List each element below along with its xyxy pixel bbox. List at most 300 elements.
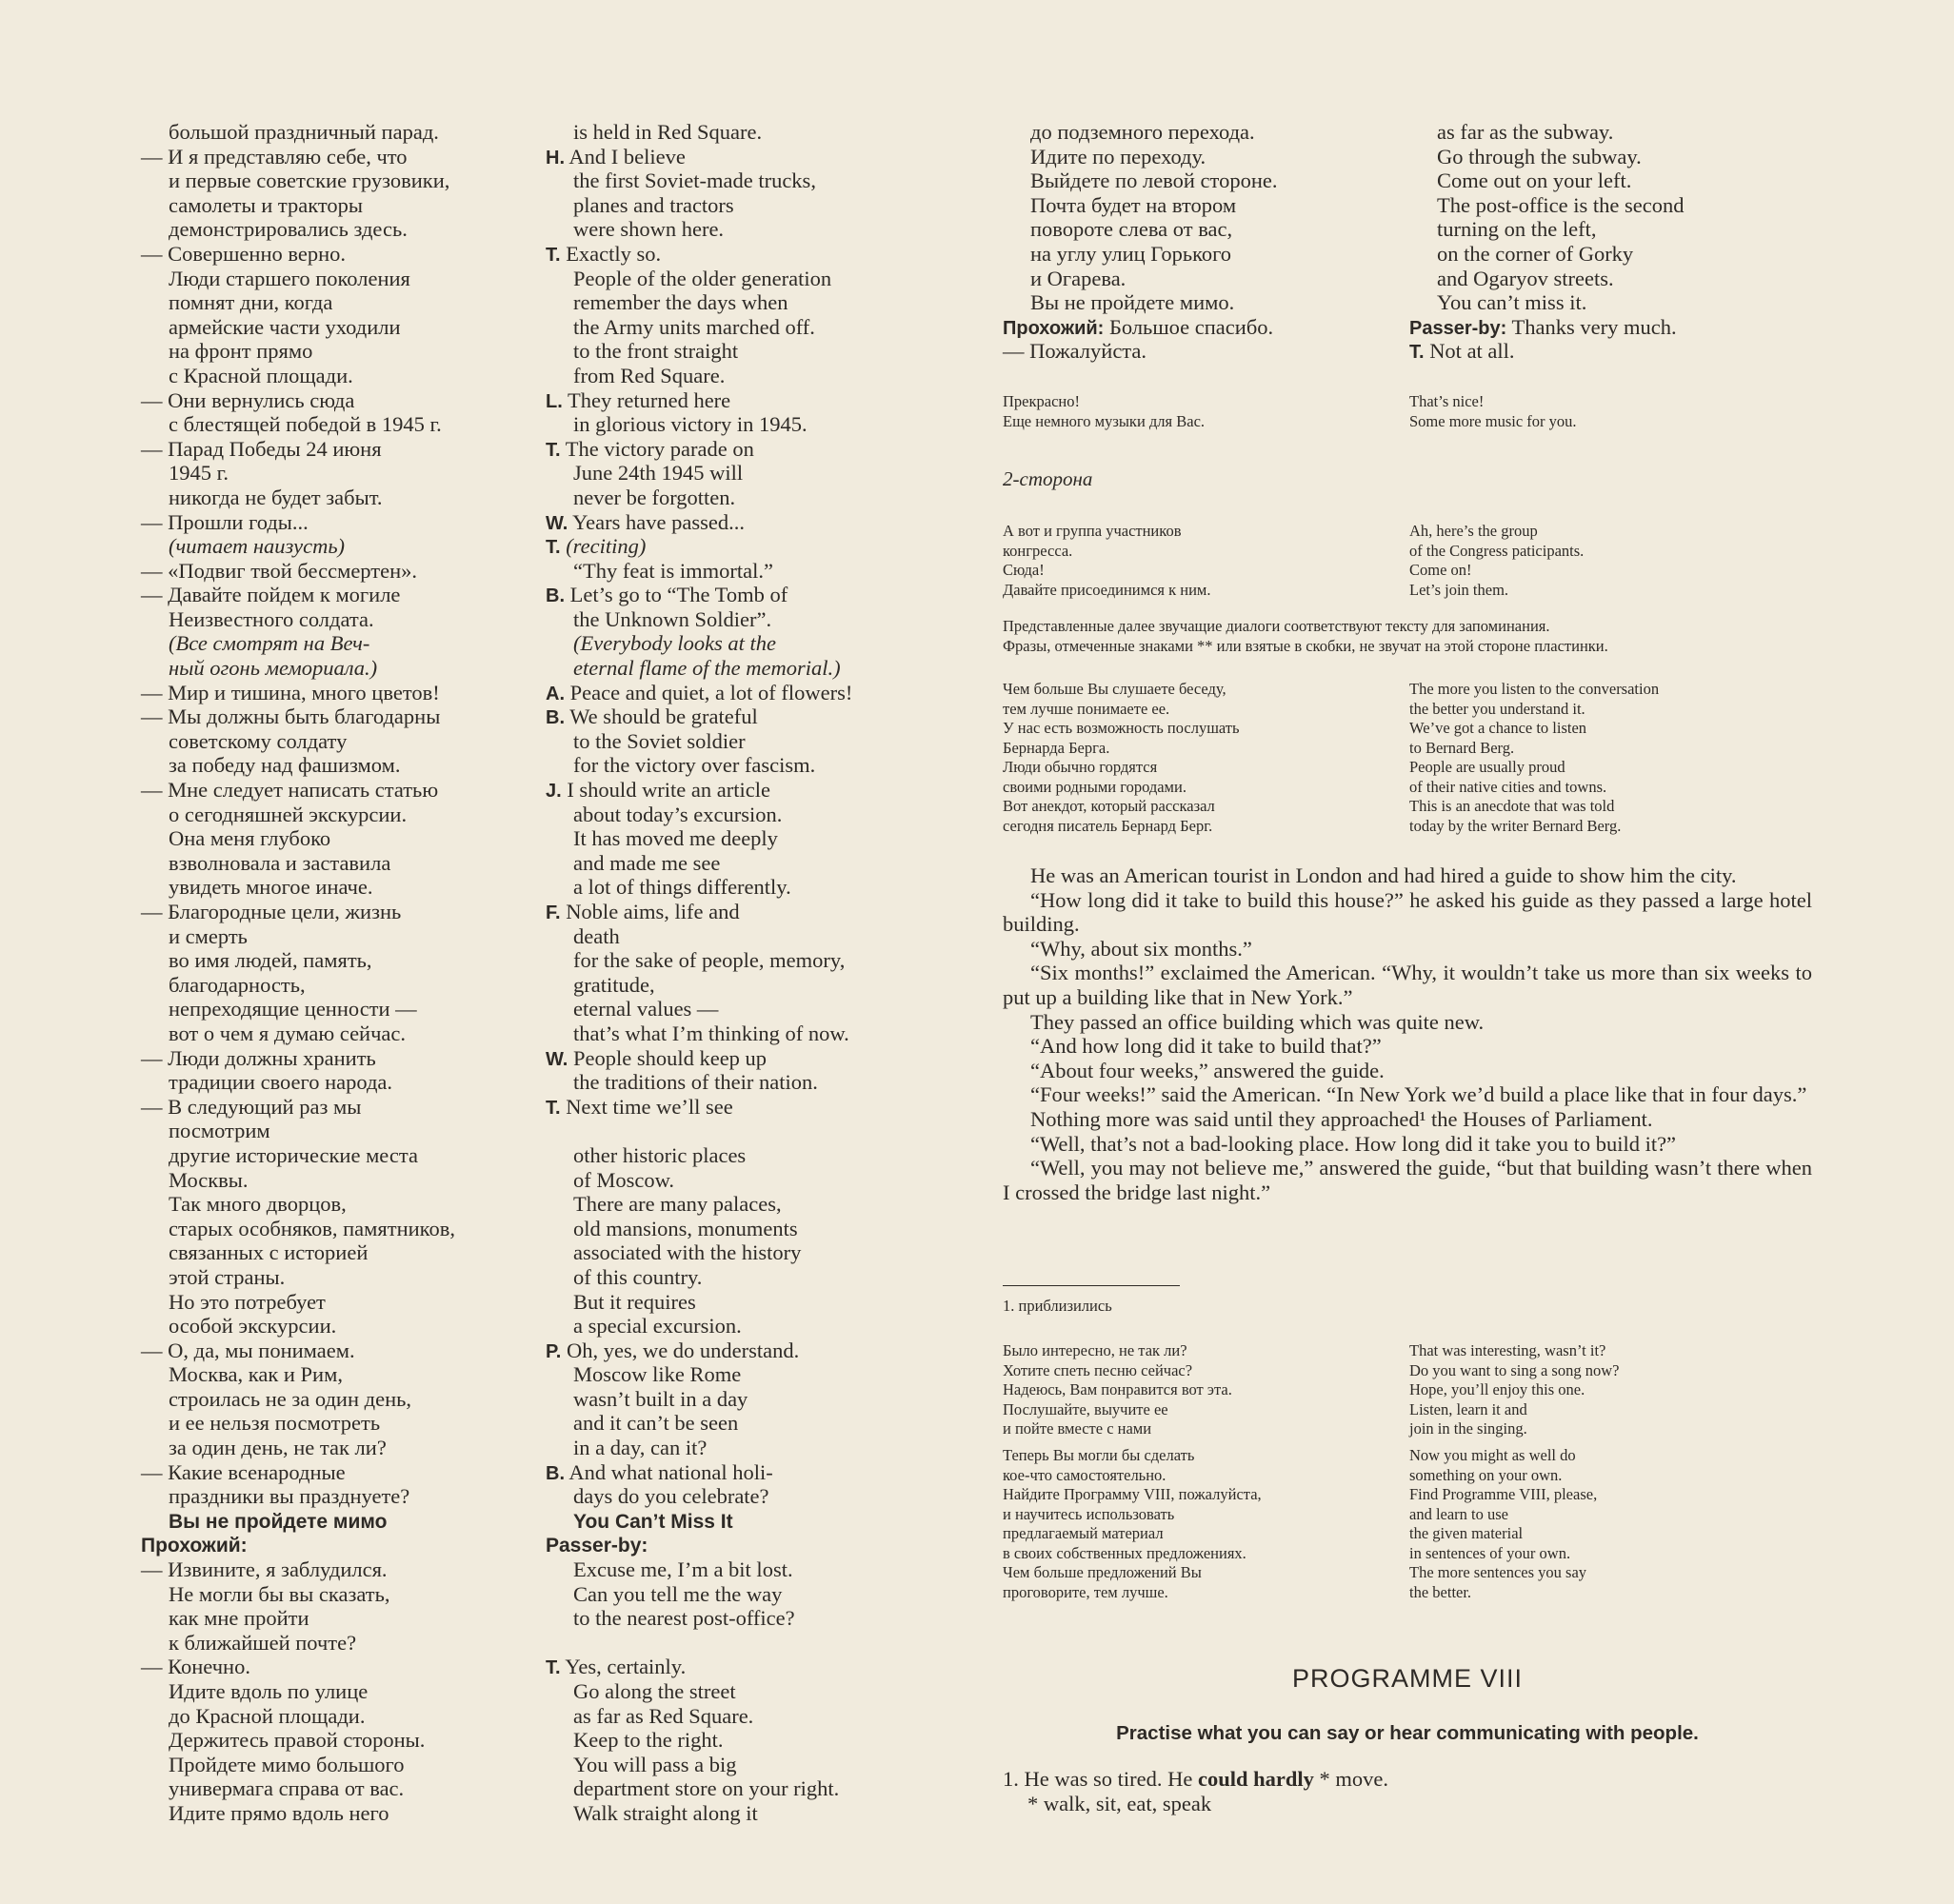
line-text: ный огонь мемориала.) — [169, 656, 378, 681]
ru-cont-line — [1003, 242, 1278, 267]
line-text: death — [573, 923, 620, 948]
line-text: of this country. — [573, 1264, 703, 1289]
music-english — [1409, 392, 1577, 431]
line-text: People should keep up — [572, 1045, 768, 1070]
ru-line — [141, 1631, 455, 1656]
en-line — [546, 388, 852, 413]
speaker-label: J. — [546, 781, 562, 803]
line-text: is held in Red Square. — [573, 120, 763, 144]
ru-line — [141, 753, 455, 778]
line-text: about today’s excursion. — [573, 802, 783, 826]
line-text: самолеты и тракторы — [169, 192, 364, 217]
line-text: days do you celebrate? — [573, 1484, 769, 1509]
en-line — [546, 1070, 852, 1095]
programme-heading: PROGRAMME VIII — [1291, 1664, 1524, 1693]
ru-line: Люди обычно гордятся — [1003, 758, 1158, 776]
ru-line — [141, 1339, 455, 1363]
line-text: на фронт прямо — [169, 339, 313, 364]
en-cont-line — [1409, 290, 1685, 315]
speaker-label: L. — [546, 390, 563, 412]
line-text: Вы не пройдете мимо. — [1030, 290, 1235, 315]
line-text: turning on the left, — [1437, 217, 1597, 242]
speaker-label: B. — [546, 1462, 565, 1484]
line-text: Moscow like Rome — [573, 1362, 742, 1387]
en-line — [546, 1533, 852, 1557]
ru-line: конгресса. — [1003, 541, 1073, 560]
en-line: of the Congress paticipants. — [1409, 541, 1585, 560]
ru-line: У нас есть возможность послушать — [1003, 719, 1240, 737]
ru-line — [141, 1484, 455, 1509]
ru-line — [141, 900, 455, 924]
ru-line — [141, 461, 455, 486]
en-line — [546, 1655, 852, 1679]
line-text: к ближайшей почте? — [169, 1630, 357, 1655]
en-line — [546, 1143, 852, 1168]
line-text: Thanks very much. — [1511, 314, 1677, 339]
line-text: — Они вернулись сюда — [141, 387, 355, 412]
en-line — [546, 145, 852, 169]
ru-line — [141, 267, 455, 291]
ru-line — [141, 364, 455, 388]
line-text: Excuse me, I’m a bit lost. — [573, 1557, 793, 1582]
ru-line — [141, 826, 455, 851]
speaker-label: P. — [546, 1340, 562, 1362]
line-text: посмотрим — [169, 1119, 270, 1143]
ru-cont-line — [1003, 217, 1278, 242]
en-line — [546, 412, 852, 437]
ru-line — [141, 1362, 455, 1387]
story-paragraph: “Well, that’s not a bad-looking place. How long did it take you to build it?” — [1030, 1131, 1677, 1156]
ru-line — [141, 803, 455, 827]
en-line — [546, 364, 852, 388]
ru-line — [141, 778, 455, 803]
speaker-label: A. — [546, 683, 565, 704]
ru-line: своими родными городами. — [1003, 777, 1186, 796]
line-text: Идите вдоль по улице — [169, 1679, 369, 1703]
en-line — [546, 1484, 852, 1509]
en-line — [546, 997, 852, 1021]
line-text: (читает наизусть) — [169, 534, 346, 559]
ru-line: Хотите спеть песню сейчас? — [1003, 1360, 1193, 1379]
line-text: демонстрировались здесь. — [169, 217, 408, 242]
ru-line: предлагаемый материал — [1003, 1524, 1164, 1542]
line-text: Let’s go to “The Tomb of — [569, 583, 788, 607]
ru-line — [141, 1679, 455, 1704]
line-text: с Красной площади. — [169, 363, 353, 387]
line-text: особой экскурсии. — [169, 1314, 337, 1339]
en-line: and learn to use — [1409, 1504, 1509, 1523]
line-text: the traditions of their nation. — [573, 1070, 818, 1095]
ru-line — [141, 388, 455, 413]
en-line — [546, 583, 852, 607]
line-text: And what national holi- — [568, 1459, 773, 1484]
story-paragraph: “How long did it take to build this house?” he asked his guide as they passed a large hotel building. — [1003, 887, 1812, 937]
ru-line — [141, 851, 455, 876]
ru-line — [141, 1557, 455, 1582]
line-text: They returned here — [568, 387, 731, 412]
line-text: and Ogaryov streets. — [1437, 266, 1614, 290]
en-line: Some more music for you. — [1409, 411, 1577, 430]
en-line — [546, 631, 852, 656]
line-text: gratitude, — [573, 972, 655, 997]
ru-line — [141, 1095, 455, 1120]
speaker-label: W. — [546, 1048, 568, 1070]
line-text: were shown here. — [573, 217, 725, 242]
line-text: as far as the subway. — [1437, 120, 1614, 144]
line-text: Почта будет на втором — [1030, 192, 1237, 217]
line-text: Keep to the right. — [573, 1728, 724, 1753]
ru-line — [141, 681, 455, 705]
en-line — [546, 1801, 852, 1826]
line-text: Люди старшего поколения — [169, 266, 410, 290]
line-text: — Давайте пойдем к могиле — [141, 583, 401, 607]
line-text: eternal flame of the memorial.) — [573, 656, 841, 681]
line-text: и Огарева. — [1030, 266, 1127, 290]
en-line — [546, 973, 852, 998]
anecdote-story — [1003, 863, 1812, 1204]
en-line — [546, 778, 852, 803]
line-text: повороте слева от вас, — [1030, 217, 1233, 242]
en-line: today by the writer Bernard Berg. — [1409, 816, 1622, 835]
en-line — [546, 753, 852, 778]
line-text: благодарность, — [169, 972, 306, 997]
en-line — [546, 1192, 852, 1217]
ru-line — [141, 1314, 455, 1339]
en-line — [546, 1362, 852, 1387]
ru-line: Найдите Программу VIII, пожалуйста, — [1003, 1485, 1262, 1503]
ru-line — [141, 997, 455, 1021]
line-text: Noble aims, life and — [566, 900, 740, 923]
line-text: — «Подвиг твой бессмертен». — [141, 558, 417, 583]
story-paragraph: “Well, you may not believe me,” answered the guide, “but that building wasn’t there when I crossed the bridge last night.” — [1003, 1156, 1812, 1204]
line-text: на углу улиц Горького — [1030, 241, 1232, 266]
ru-line — [141, 1460, 455, 1485]
music-russian — [1003, 392, 1205, 431]
ru-line: Сюда! — [1003, 561, 1045, 579]
listen-english — [1409, 680, 1659, 836]
programme-subheading: Practise what you can say or hear communicating with people. — [1116, 1722, 1699, 1744]
en-line — [546, 1387, 852, 1412]
line-text: 1945 г. — [169, 461, 229, 486]
en-line — [546, 826, 852, 851]
en-line — [546, 656, 852, 681]
ru-line: тем лучше понимаете ее. — [1003, 699, 1170, 718]
line-text: Выйдете по левой стороне. — [1030, 169, 1278, 193]
en-line — [546, 1265, 852, 1290]
en-line: something on your own. — [1409, 1465, 1563, 1484]
speaker-label: T. — [546, 1097, 561, 1119]
line-text: Держитесь правой стороны. — [169, 1728, 426, 1753]
en-line — [546, 1119, 852, 1143]
speaker-label: B. — [546, 707, 565, 729]
en-cont-line — [1409, 169, 1685, 193]
exercise-text-mid: * move. — [1313, 1767, 1388, 1791]
ru-line — [141, 583, 455, 607]
ru-line — [141, 534, 455, 559]
ru-line — [141, 656, 455, 681]
line-text: связанных с историей — [169, 1240, 369, 1265]
line-text: Exactly so. — [566, 241, 662, 266]
en-line — [546, 315, 852, 340]
speaker-label: W. — [546, 512, 568, 534]
ru-line — [141, 1606, 455, 1631]
en-line — [546, 1168, 852, 1193]
line-text: People of the older generation — [573, 266, 832, 290]
line-text: to the front straight — [573, 339, 739, 364]
line-text: и ее нельзя посмотреть — [169, 1411, 381, 1436]
en-cont-line — [1409, 339, 1685, 364]
story-paragraph: “About four weeks,” answered the guide. — [1030, 1058, 1385, 1082]
line-text: You Can’t Miss It — [573, 1510, 733, 1533]
ru-line — [141, 1168, 455, 1193]
line-text: — Совершенно верно. — [141, 241, 347, 266]
ru-line — [141, 437, 455, 462]
ru-line — [141, 1240, 455, 1265]
line-text: о сегодняшней экскурсии. — [169, 802, 408, 826]
line-text: праздники вы празднуете? — [169, 1484, 410, 1509]
line-text: с блестящей победой в 1945 г. — [169, 412, 442, 437]
en-line — [546, 875, 852, 900]
en-line — [546, 193, 852, 218]
line-text: June 24th 1945 will — [573, 461, 744, 486]
line-text: до подземного перехода. — [1030, 120, 1255, 144]
ru-line: Теперь Вы могли бы сделать — [1003, 1446, 1195, 1464]
en-line — [546, 437, 852, 462]
ru-line — [141, 1387, 455, 1412]
en-line: The more sentences you say — [1409, 1563, 1587, 1581]
en-line — [546, 1290, 852, 1315]
line-text: But it requires — [573, 1289, 696, 1314]
ru-cont-line — [1003, 315, 1278, 340]
programme-english — [1409, 1446, 1597, 1602]
en-line — [546, 607, 852, 632]
note-line: Представленные далее звучащие диалоги соответствуют тексту для запоминания. — [1003, 617, 1550, 635]
line-text: “Thy feat is immortal.” — [573, 558, 773, 583]
ru-line — [141, 120, 455, 145]
line-text: old mansions, monuments — [573, 1216, 798, 1240]
line-text: никогда не будет забыт. — [169, 485, 383, 509]
en-line — [546, 681, 852, 705]
line-text: — Пожалуйста. — [1003, 339, 1147, 364]
en-line: Hope, you’ll enjoy this one. — [1409, 1380, 1585, 1398]
line-text: за один день, не так ли? — [169, 1436, 387, 1460]
ru-line — [141, 729, 455, 754]
en-line — [546, 461, 852, 486]
en-line — [546, 948, 852, 973]
ru-line — [141, 412, 455, 437]
ru-line — [141, 193, 455, 218]
line-text: Но это потребует — [169, 1289, 326, 1314]
ru-line: Еще немного музыки для Вас. — [1003, 411, 1206, 430]
story-paragraph: He was an American tourist in London and had hired a guide to show him the city. — [1030, 863, 1737, 887]
en-cont-line — [1409, 217, 1685, 242]
line-text: We should be grateful — [569, 704, 758, 729]
en-line: Now you might as well do — [1409, 1446, 1576, 1464]
ru-line — [141, 145, 455, 169]
line-text: вот о чем я думаю сейчас. — [169, 1021, 407, 1045]
line-text: — Благородные цели, жизнь — [141, 900, 402, 923]
line-text: associated with the history — [573, 1240, 802, 1265]
line-text: and made me see — [573, 850, 721, 875]
en-line — [546, 267, 852, 291]
line-text: as far as Red Square. — [573, 1703, 754, 1728]
line-text: Go through the subway. — [1437, 144, 1642, 169]
line-text: And I believe — [568, 144, 686, 169]
line-text: — Мир и тишина, много цветов! — [141, 680, 440, 704]
line-text: Большое спасибо. — [1108, 314, 1274, 339]
ru-line: Вот анекдот, который рассказал — [1003, 797, 1215, 815]
line-text: I should write an article — [567, 778, 770, 803]
line-text: — Конечно. — [141, 1655, 250, 1679]
en-cont-line — [1409, 120, 1685, 145]
en-line — [546, 1728, 852, 1753]
line-text: универмага справа от вас. — [169, 1776, 405, 1801]
exercise-text-pre: He was so tired. He — [1024, 1767, 1198, 1791]
story-paragraph: They passed an office building which was quite new. — [1030, 1009, 1485, 1034]
en-line: Let’s join them. — [1409, 580, 1509, 599]
line-text: Oh, yes, we do understand. — [566, 1338, 800, 1362]
ru-line — [141, 1801, 455, 1826]
line-text: It has moved me deeply — [573, 826, 778, 851]
line-text: — Прошли годы... — [141, 509, 309, 534]
line-text: never be forgotten. — [573, 485, 736, 509]
en-line — [546, 534, 852, 559]
line-text: — Мне следует написать статью — [141, 778, 439, 803]
line-text: — Мы должны быть благодарны — [141, 704, 441, 729]
ru-line — [141, 973, 455, 998]
en-line: in sentences of your own. — [1409, 1543, 1571, 1562]
line-text: за победу над фашизмом. — [169, 753, 401, 778]
en-line — [546, 510, 852, 535]
line-text: — О, да, мы понимаем. — [141, 1338, 355, 1362]
en-line — [546, 1753, 852, 1777]
ru-cont-line — [1003, 290, 1278, 315]
ru-line — [141, 1533, 455, 1557]
line-text: Come out on your left. — [1437, 169, 1632, 193]
ru-line — [141, 1436, 455, 1460]
line-text: department store on your right. — [573, 1776, 840, 1801]
en-cont-line — [1409, 315, 1685, 340]
speaker-label: T. — [546, 537, 561, 559]
en-line — [546, 851, 852, 876]
ru-line — [141, 169, 455, 193]
line-text: Москва, как и Рим, — [169, 1362, 343, 1387]
en-line: the given material — [1409, 1524, 1524, 1542]
line-text: to the nearest post-office? — [573, 1606, 795, 1631]
line-text: for the sake of people, memory, — [573, 948, 846, 973]
en-line: join in the singing. — [1409, 1419, 1527, 1438]
line-text: — И я представляю себе, что — [141, 144, 408, 169]
ru-line — [141, 1265, 455, 1290]
ru-line: Бернарда Берга. — [1003, 738, 1110, 757]
footnote-rule — [1003, 1285, 1180, 1286]
ru-line — [141, 217, 455, 242]
line-text: for the victory over fascism. — [573, 753, 816, 778]
ru-line — [141, 1290, 455, 1315]
en-line — [546, 1021, 852, 1046]
line-text: in glorious victory in 1945. — [573, 412, 808, 437]
line-text: of Moscow. — [573, 1167, 675, 1192]
line-text: a lot of things differently. — [573, 875, 791, 900]
ru-line — [141, 315, 455, 340]
ru-line — [141, 1655, 455, 1679]
line-text: Years have passed... — [572, 509, 745, 534]
en-line — [546, 1046, 852, 1071]
ru-cont-line — [1003, 267, 1278, 291]
ru-line: Чем больше предложений Вы — [1003, 1563, 1202, 1581]
speaker-label: T. — [1409, 342, 1425, 364]
line-text: увидеть многое иначе. — [169, 875, 373, 900]
line-text: Прохожий: — [141, 1535, 248, 1557]
line-text: Москвы. — [169, 1167, 249, 1192]
story-paragraph: “And how long did it take to build that?” — [1030, 1034, 1382, 1059]
song-english — [1409, 1341, 1619, 1439]
en-line — [546, 1217, 852, 1241]
line-text: (Все смотрят на Веч- — [169, 631, 370, 656]
line-text: как мне пройти — [169, 1606, 309, 1631]
ru-cont-line — [1003, 145, 1278, 169]
en-line — [546, 559, 852, 584]
ru-line — [141, 486, 455, 510]
ru-line — [141, 1046, 455, 1071]
line-text: этой страны. — [169, 1264, 286, 1289]
ru-line: сегодня писатель Бернард Берг. — [1003, 816, 1213, 835]
en-line: This is an anecdote that was told — [1409, 797, 1615, 815]
story-paragraph: Nothing more was said until they approached¹ the Houses of Parliament. — [1030, 1106, 1653, 1131]
ru-line — [141, 1411, 455, 1436]
line-text: from Red Square. — [573, 363, 726, 387]
en-line — [546, 169, 852, 193]
speaker-label: B. — [546, 585, 565, 607]
line-text: You can’t miss it. — [1437, 290, 1587, 315]
en-cont-line — [1409, 145, 1685, 169]
programme-russian — [1003, 1446, 1262, 1602]
line-text: You will pass a big — [573, 1752, 737, 1776]
line-text: the Unknown Soldier”. — [573, 606, 772, 631]
line-text: советскому солдату — [169, 728, 348, 753]
ru-line: Давайте присоединимся к ним. — [1003, 580, 1211, 599]
en-line — [546, 1411, 852, 1436]
line-text: и первые советские грузовики, — [169, 169, 450, 193]
ru-line — [141, 1704, 455, 1729]
en-line — [546, 1704, 852, 1729]
line-text: — Какие всенародные — [141, 1459, 346, 1484]
line-text: Идите по переходу. — [1030, 144, 1206, 169]
ru-line — [141, 1776, 455, 1801]
song-russian — [1003, 1341, 1232, 1439]
ru-line — [141, 1143, 455, 1168]
line-text: The victory parade on — [565, 436, 754, 461]
en-line — [546, 1509, 852, 1534]
line-text: wasn’t built in a day — [573, 1386, 748, 1411]
ru-line: А вот и группа участников — [1003, 522, 1182, 540]
line-text: (reciting) — [566, 534, 647, 559]
ru-line — [141, 1509, 455, 1534]
speaker-label: T. — [546, 439, 561, 461]
en-line: Come on! — [1409, 561, 1472, 579]
line-text: in a day, can it? — [573, 1436, 708, 1460]
line-text: Неизвестного солдата. — [169, 606, 374, 631]
line-text: Can you tell me the way — [573, 1581, 783, 1606]
listen-russian — [1003, 680, 1240, 836]
group-russian — [1003, 522, 1211, 600]
ru-line: кое-что самостоятельно. — [1003, 1465, 1166, 1484]
exercise-alternatives: * walk, sit, eat, speak — [1027, 1792, 1212, 1815]
line-text: (Everybody looks at the — [573, 631, 777, 656]
en-line — [546, 729, 852, 754]
russian-dialogue-column — [141, 120, 455, 1826]
ru-line — [141, 1021, 455, 1046]
